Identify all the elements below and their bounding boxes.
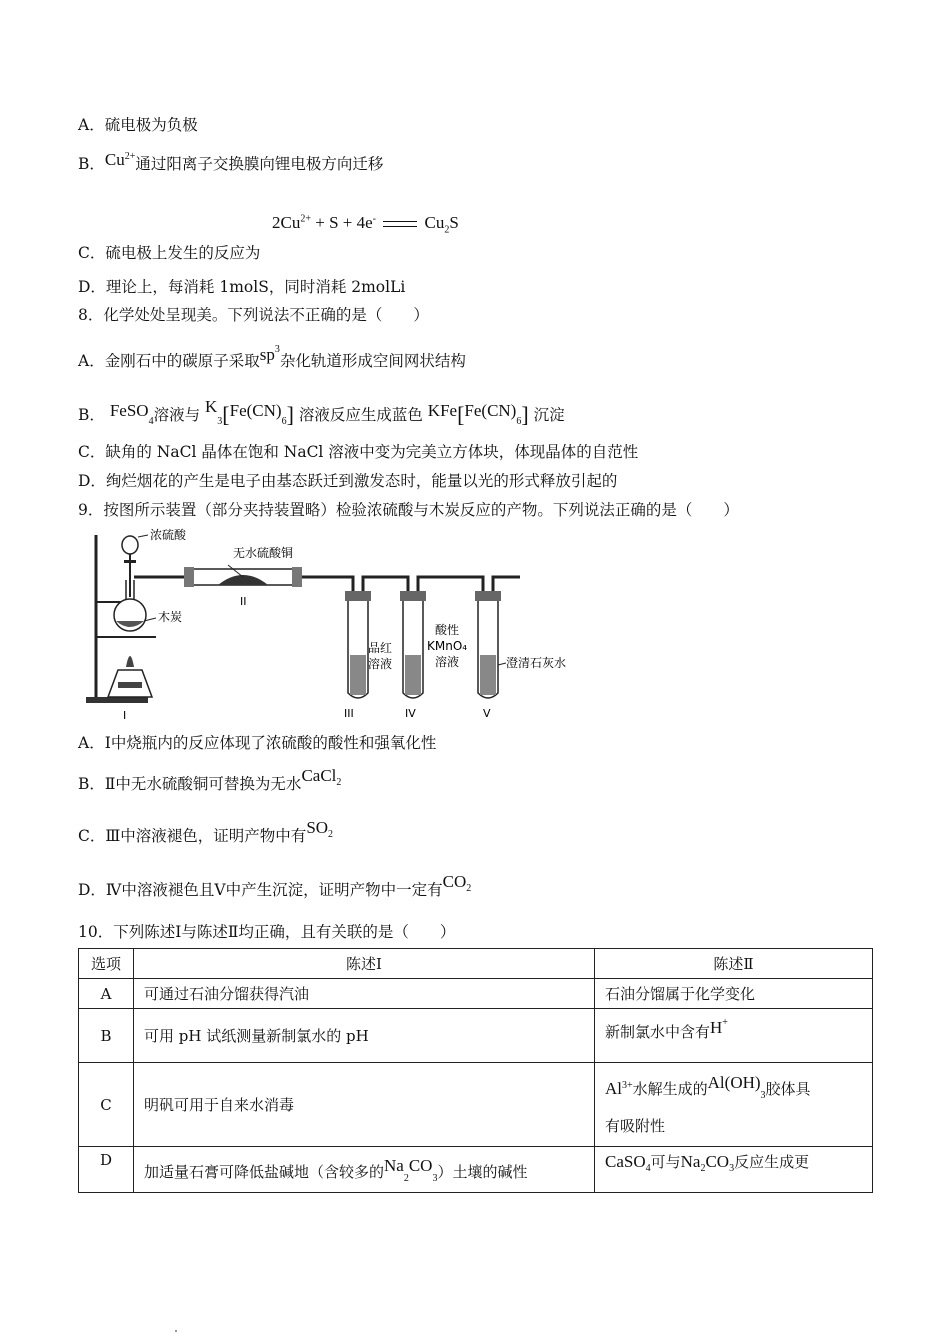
label-conc-acid: 浓硫酸 xyxy=(150,528,187,542)
drying-tube xyxy=(184,565,302,587)
table-row xyxy=(79,979,873,1009)
separatory-funnel xyxy=(122,536,138,597)
header-option: 选项 xyxy=(79,949,134,979)
q9-option-b: B．Ⅱ中无水硫酸铜可替换为无水CaCl$_2$ xyxy=(78,766,342,793)
row-b-option: B xyxy=(79,1009,134,1063)
q10-table xyxy=(78,948,873,1193)
row-b-statement-1: 可用 pH 试纸测量新制氯水的 pH xyxy=(134,1009,595,1063)
table-row xyxy=(79,1147,873,1193)
q7-option-d: D．理论上，每消耗 1molS，同时消耗 2molLi xyxy=(78,278,406,296)
q8-option-b: B． FeSO$_4$溶液与 $K_3[Fe(CN)_6]$ 溶液反应生成蓝色 $KFe[Fe(CN)_6]$ 沉淀 xyxy=(78,397,565,428)
q10-stem: 10．下列陈述Ⅰ与陈述Ⅱ均正确，且有关联的是（ ） xyxy=(78,923,456,941)
test-tube-v xyxy=(475,591,501,698)
label-sol: 溶液 xyxy=(435,655,460,669)
row-c-statement-2: $Al^{3+}$水解生成的$Al(OH)_3$胶体具 有吸附性 xyxy=(595,1063,873,1147)
header-statement-2: 陈述Ⅱ xyxy=(595,949,873,979)
row-d-statement-2: CaSO$_4$可与$Na_2CO_3$反应生成更 xyxy=(595,1147,873,1193)
q7-option-b: B．$Cu^{2+}$通过阳离子交换膜向锂电极方向迁移 xyxy=(78,150,384,173)
label-i: I xyxy=(123,709,127,722)
table-row xyxy=(79,1063,873,1147)
q8-option-a: A．金刚石中的碳原子采取$sp^3$杂化轨道形成空间网状结构 xyxy=(78,344,466,370)
label-charcoal: 木炭 xyxy=(158,610,183,624)
label-pinkred-1: 品红 xyxy=(368,641,393,655)
row-d-statement-1: 加适量石膏可降低盐碱地（含较多的$Na_2CO_3$）土壤的碱性 xyxy=(134,1147,595,1193)
q9-option-d: D．Ⅳ中溶液褪色且Ⅴ中产生沉淀，证明产物中一定有$CO_2$ xyxy=(78,872,472,899)
test-tube-iv xyxy=(400,591,426,698)
label-anhydrous: 无水硫酸铜 xyxy=(233,546,294,560)
row-c-option: C xyxy=(79,1063,134,1147)
label-limewater: 澄清石灰水 xyxy=(506,656,567,670)
stand-base xyxy=(86,697,148,703)
q9-option-c: C．Ⅲ中溶液褪色，证明产物中有$SO_2$ xyxy=(78,818,334,845)
label-v: V xyxy=(483,707,491,720)
header-statement-1: 陈述Ⅰ xyxy=(134,949,595,979)
row-a-option: A xyxy=(79,979,134,1009)
row-b-statement-2: 新制氯水中含有H+ xyxy=(595,1009,873,1063)
apparatus-diagram xyxy=(78,525,567,725)
row-d-option: D xyxy=(79,1147,134,1193)
row-c-statement-1: 明矾可用于自来水消毒 xyxy=(134,1063,595,1147)
q8-option-c: C．缺角的 NaCl 晶体在饱和 NaCl 溶液中变为完美立方体块，体现晶体的自范性 xyxy=(78,443,639,461)
q7-option-c: C．硫电极上发生的反应为 xyxy=(78,244,261,262)
equals-sign xyxy=(383,221,417,227)
label-acidic: 酸性 xyxy=(435,623,460,637)
q8-option-d: D．绚烂烟花的产生是电子由基态跃迁到激发态时，能量以光的形式释放引起的 xyxy=(78,472,618,490)
q8-stem: 8．化学处处呈现美。下列说法不正确的是（ ） xyxy=(78,306,429,324)
page-mark xyxy=(175,1330,177,1332)
table-header-row xyxy=(79,949,873,979)
label-iv: IV xyxy=(405,707,416,720)
alcohol-lamp xyxy=(108,656,152,697)
label-kmno4: KMnO₄ xyxy=(427,639,468,653)
q9-stem: 9．按图所示装置（部分夹持装置略）检验浓硫酸与木炭反应的产物。下列说法正确的是（ ） xyxy=(78,501,739,519)
label-pinkred-2: 溶液 xyxy=(368,657,393,671)
table-row xyxy=(79,1009,873,1063)
row-a-statement-1: 可通过石油分馏获得汽油 xyxy=(134,979,595,1009)
label-iii: III xyxy=(344,707,354,720)
q7-reaction-equation: $2Cu^{2+} + S + 4e^-$ $Cu_2S$ xyxy=(272,213,459,236)
label-ii: II xyxy=(240,595,247,608)
q7-option-a: A．硫电极为负极 xyxy=(78,116,198,134)
q9-option-a: A．Ⅰ中烧瓶内的反应体现了浓硫酸的酸性和强氧化性 xyxy=(78,734,437,752)
row-a-statement-2: 石油分馏属于化学变化 xyxy=(595,979,873,1009)
